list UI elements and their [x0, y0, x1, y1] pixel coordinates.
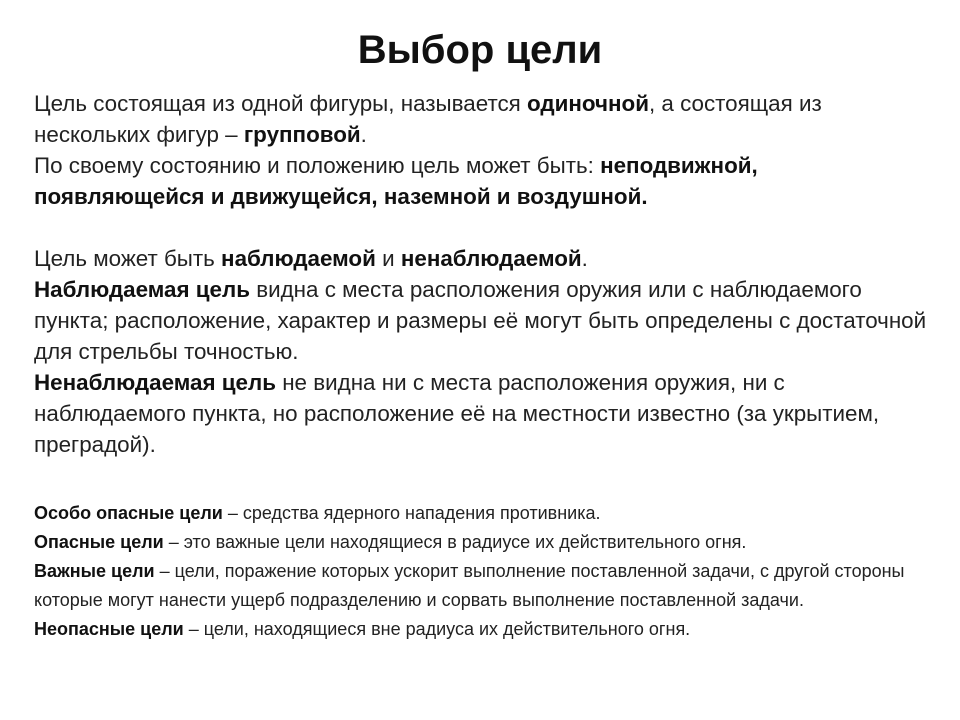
- text: Цель состоящая из одной фигуры, называется: [34, 91, 527, 116]
- text: , а состоящая из нескольких фигур –: [34, 91, 822, 147]
- text: и: [375, 246, 401, 271]
- category-item: [34, 615, 934, 644]
- term-observed: наблюдаемой: [221, 246, 376, 271]
- category-term: Неопасные цели: [34, 619, 184, 639]
- text: видна с места расположения оружия или с наблюдаемого пункта; расположение, характер и размеры её могут быть определены с достаточной для стрельбы точностью.: [34, 277, 927, 364]
- term-unobserved: ненаблюдаемой: [400, 246, 582, 271]
- paragraph-observed-unobserved: [34, 243, 934, 274]
- category-item: [34, 528, 934, 557]
- term-single: одиночной: [527, 91, 649, 116]
- paragraph-unobserved-definition: [34, 367, 934, 460]
- text: Цель может быть: [34, 246, 222, 271]
- category-description: – цели, находящиеся вне радиуса их действительного огня.: [183, 619, 691, 639]
- category-item: [34, 499, 934, 528]
- text: По своему состоянию и положению цель может быть:: [34, 153, 601, 178]
- paragraph-state-position: [34, 150, 934, 212]
- category-term: Опасные цели: [34, 532, 164, 552]
- category-term: Особо опасные цели: [34, 503, 223, 523]
- text: не видна ни с места расположения оружия, ни с наблюдаемого пункта, но расположение её на местности известно (за укрытием, преградой).: [34, 370, 880, 457]
- main-text: [34, 88, 934, 460]
- paragraph-observed-definition: [34, 274, 934, 367]
- term-unobserved-target: Ненаблюдаемая цель: [34, 370, 276, 395]
- term-group: групповой: [243, 122, 361, 147]
- text: .: [360, 122, 367, 147]
- category-item: [34, 557, 934, 615]
- category-description: – это важные цели находящиеся в радиусе их действительного огня.: [163, 532, 747, 552]
- slide-title: Выбор цели: [357, 28, 603, 72]
- category-term: Важные цели: [34, 561, 155, 581]
- term-observed-target: Наблюдаемая цель: [34, 277, 250, 302]
- spacer: [34, 212, 934, 243]
- category-description: – средства ядерного нападения противника.: [222, 503, 601, 523]
- term-states: неподвижной, появляющейся и движущейся, наземной и воздушной.: [34, 153, 758, 209]
- target-categories: [34, 499, 934, 644]
- text: .: [581, 246, 588, 271]
- category-description: – цели, поражение которых ускорит выполнение поставленной задачи, с другой стороны которые могут нанести ущерб подразделению и сорвать выполнение поставленной задачи.: [34, 561, 905, 610]
- paragraph-single-group: [34, 88, 934, 150]
